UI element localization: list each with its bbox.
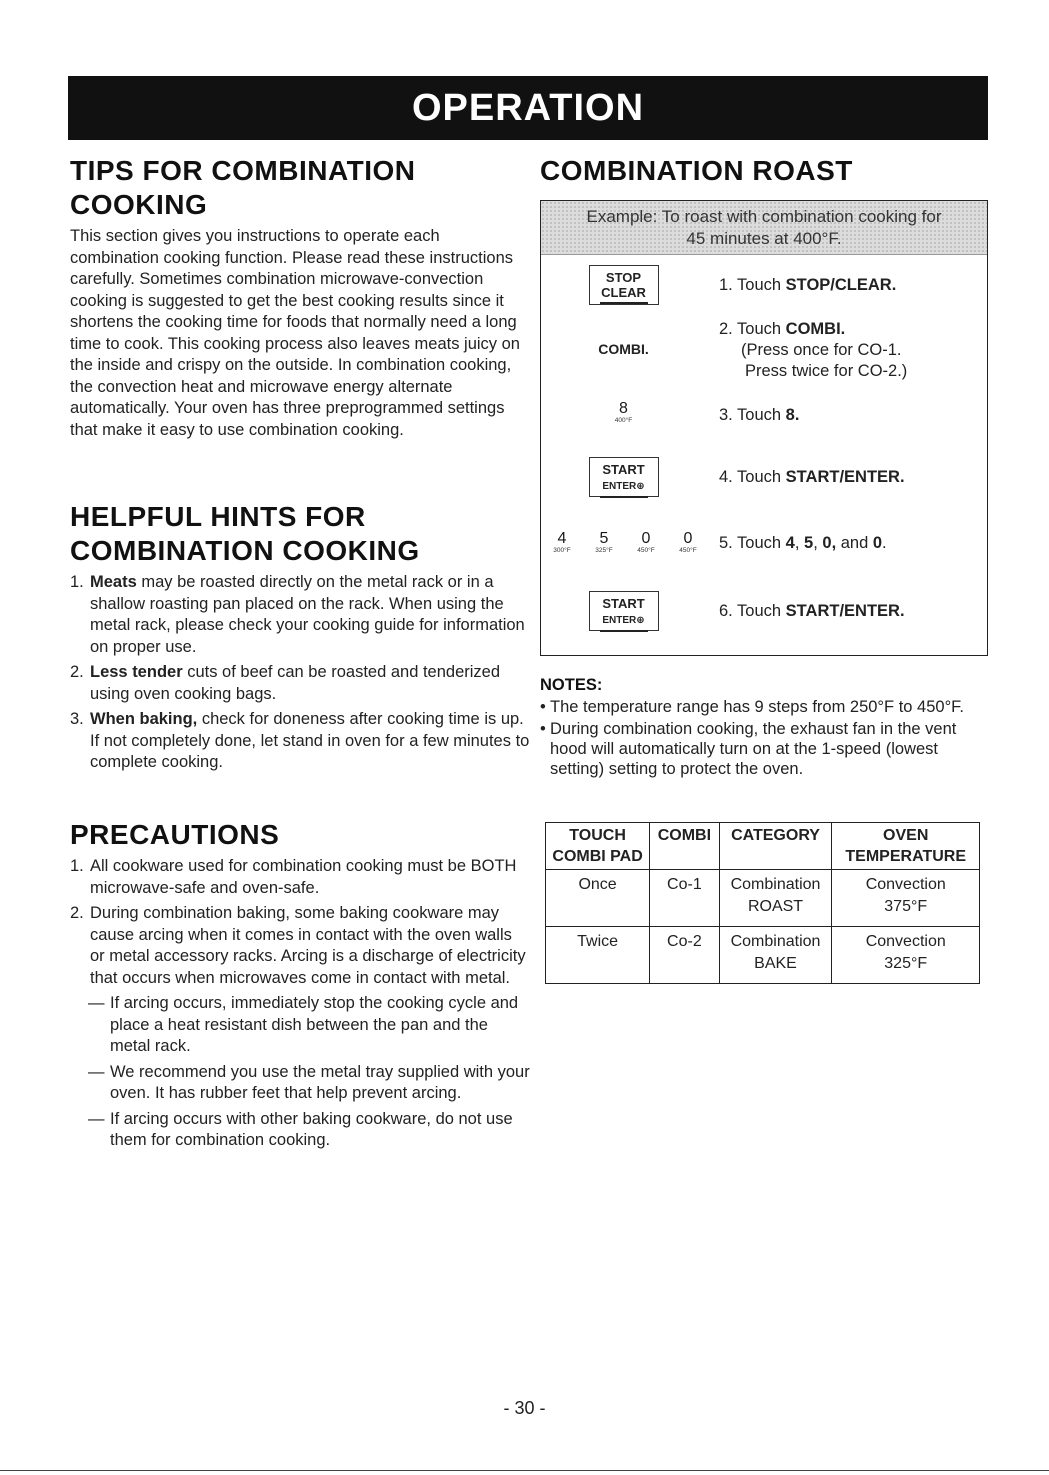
tips-heading-line1: TIPS FOR COMBINATION <box>70 155 416 186</box>
hints-heading-line1: HELPFUL HINTS FOR <box>70 501 366 532</box>
hint-item <box>70 709 530 774</box>
step-prefix: 3. Touch <box>719 406 786 424</box>
hint-text: check for doneness after cooking time is up. If not completely done, let stand in oven for a few minutes to complete cooking. <box>90 710 530 771</box>
key-underline <box>600 302 648 304</box>
oven-line1: Convection <box>865 933 946 950</box>
combi-key: COMBI. <box>598 341 649 357</box>
notes-heading: NOTES: <box>540 676 603 694</box>
bullet-icon: • <box>540 698 546 716</box>
dash-mark: — <box>88 1062 105 1081</box>
note-text: The temperature range has 9 steps from 250°F to 450°F. <box>550 698 964 716</box>
digit-temp: 450°F <box>679 547 697 554</box>
step-key: START/ENTER. <box>785 468 905 486</box>
step-3-text <box>719 405 799 426</box>
precautions-list <box>70 856 530 989</box>
precautions-heading: PRECAUTIONS <box>70 819 280 850</box>
start-symbol-icon: ⊕ <box>636 481 645 492</box>
note-item <box>540 697 980 717</box>
step-key: 0, <box>822 534 837 552</box>
cell-oven <box>832 870 980 927</box>
example-line2: 45 minutes at 400°F. <box>686 229 842 248</box>
page-number: - 30 - <box>503 1398 546 1418</box>
digit-temp: 300°F <box>553 547 571 554</box>
note-text: During combination cooking, the exhaust fan in the vent hood will automatically turn on at the 1-speed (lowest setting) setting to protect the oven. <box>550 720 957 778</box>
eight-digit: 8 <box>619 400 628 417</box>
step-prefix: 1. Touch <box>719 276 786 294</box>
step-key: 0 <box>872 534 883 552</box>
step-4-icon-area <box>541 457 706 497</box>
step-prefix: 6. Touch <box>719 602 786 620</box>
col-category: CATEGORY <box>719 823 832 870</box>
step-key: COMBI. <box>785 320 846 338</box>
example-banner <box>541 201 987 255</box>
hint-number: 1. <box>70 573 84 591</box>
step-key: 4 <box>785 534 795 552</box>
hints-heading <box>70 500 530 568</box>
notes-list <box>540 697 980 779</box>
step-4-text <box>719 467 905 488</box>
hint-number: 2. <box>70 663 84 681</box>
table-row <box>546 870 980 927</box>
page-banner <box>68 76 988 140</box>
step-1-icon-area <box>541 265 706 305</box>
hints-list <box>70 572 530 774</box>
hints-heading-line2: COMBINATION COOKING <box>70 535 420 566</box>
dash-item <box>70 1062 530 1105</box>
roast-heading: COMBINATION ROAST <box>540 155 853 186</box>
digit-value: 0 <box>641 530 651 547</box>
table-header-row <box>546 823 980 870</box>
stop-key-line2: CLEAR <box>601 285 646 300</box>
dash-text: If arcing occurs, immediately stop the cooking cycle and place a heat resistant dish between the pan and the metal rack. <box>110 994 519 1055</box>
step-3-icon-area <box>541 401 706 427</box>
precaution-number: 1. <box>70 857 84 875</box>
category-line2: ROAST <box>747 898 804 915</box>
hint-text: may be roasted directly on the metal rack or in a shallow roasting pan placed on the rack. When using the metal rack, please check your cooking guide for information on proper use. <box>90 573 525 656</box>
note-item <box>540 719 980 779</box>
key-underline <box>600 496 648 498</box>
precaution-number: 2. <box>70 904 84 922</box>
cell-combi: Co-1 <box>650 870 719 927</box>
step-6-icon-area <box>541 591 706 631</box>
cell-touch: Twice <box>546 927 650 984</box>
precaution-item <box>70 903 530 989</box>
stop-clear-key <box>589 265 659 305</box>
hint-bold: When baking, <box>90 710 198 728</box>
tips-body: This section gives you instructions to operate each combination cooking function. Please read these instructions carefully. Sometimes combination microwave-convection cooking is suggested to get the best cooking results since it shortens the cooking time for foods that normally need a long time to cook. This cooking process also leaves meats juicy on the inside and crispy on the outside. In combination cooking, the convection heat and microwave energy alternate automatically. Your oven has three preprogrammed settings that make it easy to use combination cooking. <box>70 227 520 439</box>
hints-section <box>70 500 530 778</box>
step-2-note1: (Press once for CO-1. <box>741 341 902 359</box>
step-5-text <box>719 533 887 554</box>
example-line1: Example: To roast with combination cooking for <box>586 207 942 226</box>
cell-category <box>719 927 832 984</box>
hint-bold: Less tender <box>90 663 183 681</box>
step-prefix: 5. Touch <box>719 534 786 552</box>
precaution-text: During combination baking, some baking cookware may cause arcing when it comes in contact with the oven walls or metal accessory racks. Arcing is a discharge of electricity that occurs when microwaves come in contact with metal. <box>90 904 526 987</box>
step-key: STOP/CLEAR. <box>785 276 897 294</box>
cell-oven <box>832 927 980 984</box>
stop-key-line1: STOP <box>605 270 642 285</box>
start-key-line2: ENTER <box>602 481 637 492</box>
hint-item <box>70 662 530 705</box>
col-oven-temperature: OVEN TEMPERATURE <box>832 823 980 870</box>
step-sep: and <box>836 534 873 552</box>
digit-temp: 450°F <box>637 547 655 554</box>
tips-heading-line2: COOKING <box>70 189 208 220</box>
digit-value: 0 <box>683 530 693 547</box>
precaution-text: All cookware used for combination cooking must be BOTH microwave-safe and oven-safe. <box>90 857 517 897</box>
digit-value: 5 <box>599 530 609 547</box>
start-symbol-icon: ⊕ <box>636 615 645 626</box>
dash-item <box>70 1109 530 1152</box>
dash-mark: — <box>88 994 105 1012</box>
step-6-text <box>719 601 905 622</box>
tips-heading <box>70 154 530 222</box>
step-1-text <box>719 275 896 296</box>
hint-number: 3. <box>70 710 84 728</box>
step-key: 8. <box>785 406 800 424</box>
step-5-icon-area <box>545 531 715 557</box>
dash-mark: — <box>88 1109 105 1128</box>
banner-title: OPERATION <box>411 86 645 129</box>
step-key: START/ENTER. <box>785 602 905 620</box>
dash-text: We recommend you use the metal tray supplied with your oven. It has rubber feet that help prevent arcing. <box>110 1062 530 1102</box>
bullet-icon: • <box>540 720 546 738</box>
oven-line1: Convection <box>865 876 946 893</box>
cell-category <box>719 870 832 927</box>
notes-section <box>540 676 980 781</box>
step-sep: , <box>794 534 805 552</box>
tips-section <box>70 154 530 441</box>
key-underline <box>600 630 648 632</box>
start-key-line1: START <box>602 596 645 611</box>
category-line2: BAKE <box>754 955 797 972</box>
step-prefix: 2. Touch <box>719 320 786 338</box>
combi-table <box>545 822 980 984</box>
step-2-icon-area <box>541 341 706 359</box>
roast-steps-box <box>540 200 988 656</box>
eight-temp: 400°F <box>614 417 633 424</box>
oven-line2: 325°F <box>884 955 928 972</box>
start-enter-key <box>589 457 659 497</box>
step-sep: , <box>813 534 823 552</box>
precaution-item <box>70 856 530 899</box>
digit-key <box>587 531 621 555</box>
cell-combi: Co-2 <box>650 927 719 984</box>
col-combi: COMBI <box>650 823 719 870</box>
hint-text: cuts of beef can be roasted and tenderized using oven cooking bags. <box>90 663 501 703</box>
step-key: 5 <box>804 534 814 552</box>
col-touch-combi-pad: TOUCH COMBI PAD <box>546 823 650 870</box>
digit-value: 4 <box>557 530 567 547</box>
start-key-line1: START <box>602 462 645 477</box>
step-2-text <box>719 319 907 382</box>
arcing-dash-list <box>70 993 530 1152</box>
bottom-rule <box>0 1470 1049 1471</box>
category-line1: Combination <box>730 933 821 950</box>
table-row <box>546 927 980 984</box>
digit-key <box>629 531 663 555</box>
dash-item <box>70 993 530 1058</box>
step-2-note2: Press twice for CO-2.) <box>745 362 908 380</box>
category-line1: Combination <box>730 876 821 893</box>
cell-touch: Once <box>546 870 650 927</box>
step-end: . <box>882 534 887 552</box>
step-prefix: 4. Touch <box>719 468 786 486</box>
hint-item <box>70 572 530 658</box>
start-enter-key <box>589 591 659 631</box>
digit-key <box>671 531 705 555</box>
eight-key <box>607 401 641 425</box>
dash-text: If arcing occurs with other baking cookware, do not use them for combination cooking. <box>110 1109 513 1149</box>
oven-line2: 375°F <box>884 898 928 915</box>
hint-bold: Meats <box>90 573 137 591</box>
digit-temp: 325°F <box>595 547 613 554</box>
precautions-section <box>70 818 530 1156</box>
start-key-line2: ENTER <box>602 615 637 626</box>
digit-key <box>545 531 579 555</box>
